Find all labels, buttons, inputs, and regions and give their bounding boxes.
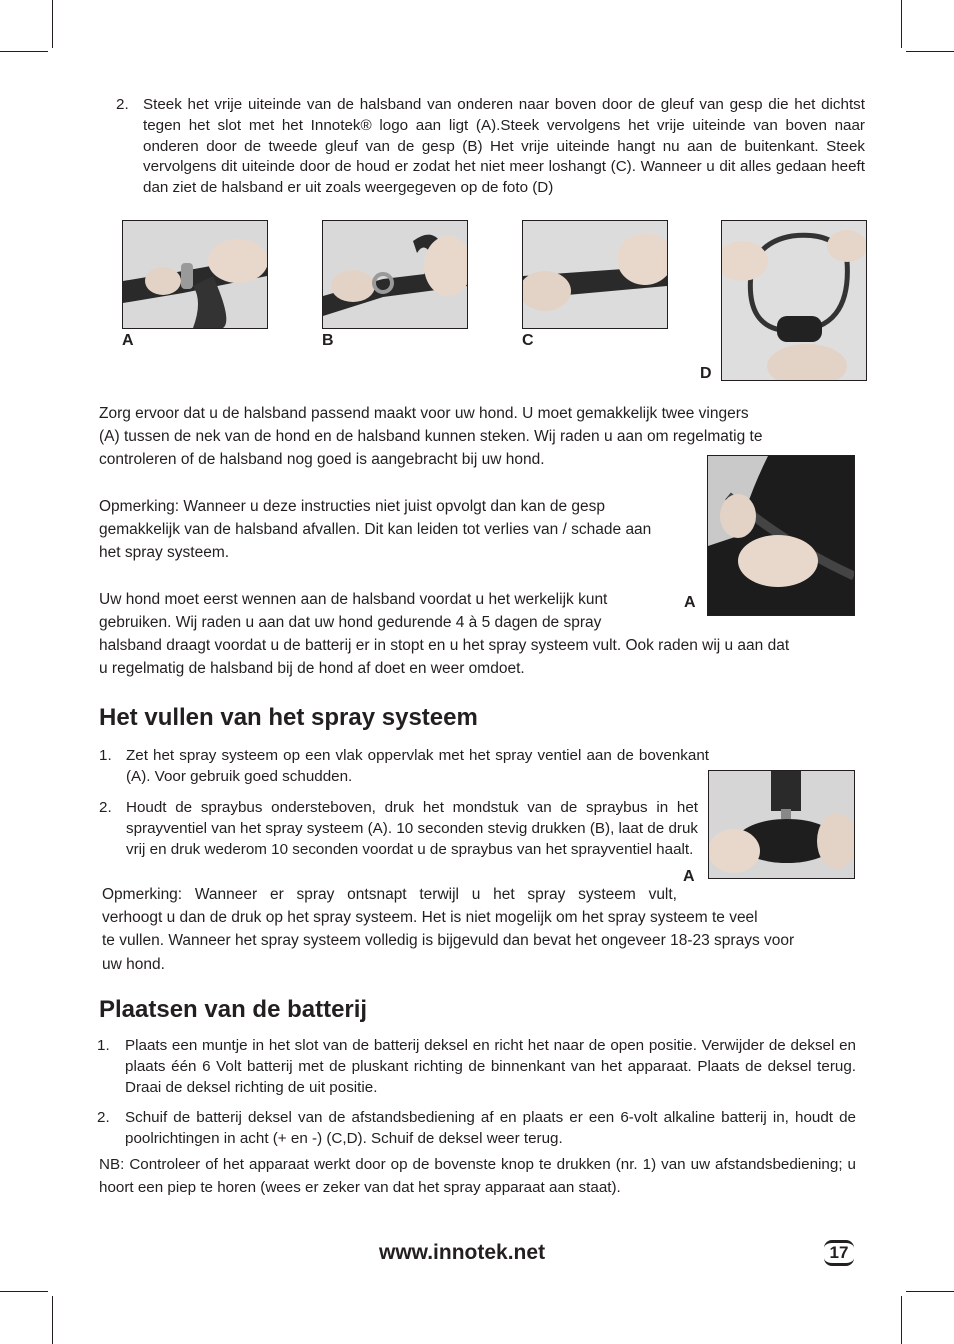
crop-mark: [901, 0, 902, 48]
spray-note-line: uw hond.: [102, 956, 165, 973]
crop-mark: [901, 1296, 902, 1344]
photo-buckle-a: [122, 220, 268, 329]
photo-collar-d-image: [722, 221, 866, 380]
fit-line: Opmerking: Wanneer u deze instructies niet juist opvolgt dan kan de gesp: [99, 498, 606, 515]
step-text: Houdt de spraybus ondersteboven, druk het mondstuk van de spraybus in het sprayventiel van het spray systeem (A). 10 seconden stevig drukken (B), laat de druk vrij en druk wederom 10 seconden voordat u de spraybus van het sprayventiel haalt.: [126, 799, 698, 858]
fit-line: gemakkelijk van de halsband afvallen. Dit kan leiden tot verlies van / schade aan: [99, 521, 652, 538]
fit-line: het spray systeem.: [99, 544, 230, 561]
spray-step-1: [99, 746, 709, 788]
photo-buckle-c: [522, 220, 668, 329]
fit-line: halsband draagt voordat u de batterij er in stopt en u het spray systeem vult. Ook raden wij u aan dat: [99, 637, 790, 654]
fit-line: u regelmatig de halsband bij de hond af doet en weer omdoet.: [99, 660, 525, 677]
intro-step: [116, 95, 865, 199]
crop-mark: [0, 1291, 48, 1292]
page-number: 17: [824, 1240, 854, 1266]
photo-label-d: D: [700, 365, 712, 382]
photo-label-fit: A: [684, 594, 696, 611]
photo-buckle-c-image: [523, 221, 667, 328]
photo-buckle-b-image: [323, 221, 467, 328]
fit-line: (A) tussen de nek van de hond en de halsband kunnen steken. Wij raden u aan om regelmatig te: [99, 428, 763, 445]
section-heading-battery: Plaatsen van de batterij: [99, 996, 368, 1023]
crop-mark: [906, 51, 954, 52]
photo-label-b: B: [322, 332, 334, 349]
crop-mark: [52, 0, 53, 48]
photo-label-c: C: [522, 332, 534, 349]
photo-spray-fill: [708, 770, 855, 879]
fit-line: gebruiken. Wij raden u aan dat uw hond gedurende 4 à 5 dagen de spray: [99, 614, 602, 631]
battery-step-1: [97, 1036, 856, 1098]
section-heading-spray: Het vullen van het spray systeem: [99, 704, 478, 731]
step-number: 2.: [99, 799, 112, 816]
photo-label-spray: A: [683, 868, 695, 885]
step-text: Plaats een muntje in het slot van de batterij deksel en richt het naar de open positie. Verwijder de deksel en plaats één 6 Volt batterij met de pluskant richting de binnenkant van het apparaat. Plaats de deksel terug. Draai de deksel richting de uit positie.: [125, 1037, 856, 1096]
crop-mark: [906, 1291, 954, 1292]
photo-buckle-b: [322, 220, 468, 329]
crop-mark: [0, 51, 48, 52]
footer-url: www.innotek.net: [379, 1241, 546, 1264]
battery-nb: NB: Controleer of het apparaat werkt door op de bovenste knop te drukken (nr. 1) van uw afstandsbediening; u hoort een piep te horen (wees er zeker van dat het spray apparaat aan staat).: [99, 1156, 856, 1196]
photo-buckle-a-image: [123, 221, 267, 328]
spray-note-line: Opmerking: Wanneer er spray ontsnapt terwijl u het spray systeem vult,: [102, 886, 677, 903]
crop-mark: [52, 1296, 53, 1344]
battery-step-2: [97, 1108, 856, 1150]
step-text: Steek het vrije uiteinde van de halsband van onderen naar boven door de gleuf van gesp die het dichtst tegen het slot met het Innotek® logo aan ligt (A).Steek vervolgens het vrije uiteinde van boven naar onderen door de tweede gleuf van de gesp (B) Het vrije uiteinde hangt nu aan de buitenkant. Steek vervolgens dit uiteinde door de houd er zodat het niet meer loshangt (C). Wanneer u dit alles gedaan heeft dan ziet de halsband er uit zoals weergegeven op de foto (D): [143, 96, 865, 197]
fit-line: Uw hond moet eerst wennen aan de halsband voordat u het werkelijk kunt: [99, 591, 608, 608]
fit-line: Zorg ervoor dat u de halsband passend maakt voor uw hond. U moet gemakkelijk twee vingers: [99, 405, 749, 422]
photo-spray-fill-image: [709, 771, 854, 878]
step-text: Schuif de batterij deksel van de afstandsbediening af en plaats er een 6-volt alkaline batterij in, houdt de poolrichtingen in acht (+ en -) (C,D). Schuif de deksel weer terug.: [125, 1109, 856, 1147]
photo-label-a: A: [122, 332, 134, 349]
photo-collar-d: [721, 220, 867, 381]
step-number: 2.: [116, 96, 129, 113]
spray-note-line: verhoogt u dan de druk op het spray systeem. Het is niet mogelijk om het spray systeem te veel: [102, 909, 758, 926]
fit-line: controleren of de halsband nog goed is aangebracht bij uw hond.: [99, 451, 545, 468]
spray-note-line: te vullen. Wanneer het spray systeem volledig is bijgevuld dan bevat het ongeveer 18-23 sprays voor: [102, 932, 795, 949]
photo-collar-fit-image: [708, 456, 854, 615]
step-number: 1.: [99, 747, 112, 764]
step-number: 2.: [97, 1109, 110, 1126]
spray-step-2: [99, 798, 698, 860]
photo-collar-fit: [707, 455, 855, 616]
step-text: Zet het spray systeem op een vlak oppervlak met het spray ventiel aan de bovenkant (A). Voor gebruik goed schudden.: [126, 747, 709, 785]
step-number: 1.: [97, 1037, 110, 1054]
